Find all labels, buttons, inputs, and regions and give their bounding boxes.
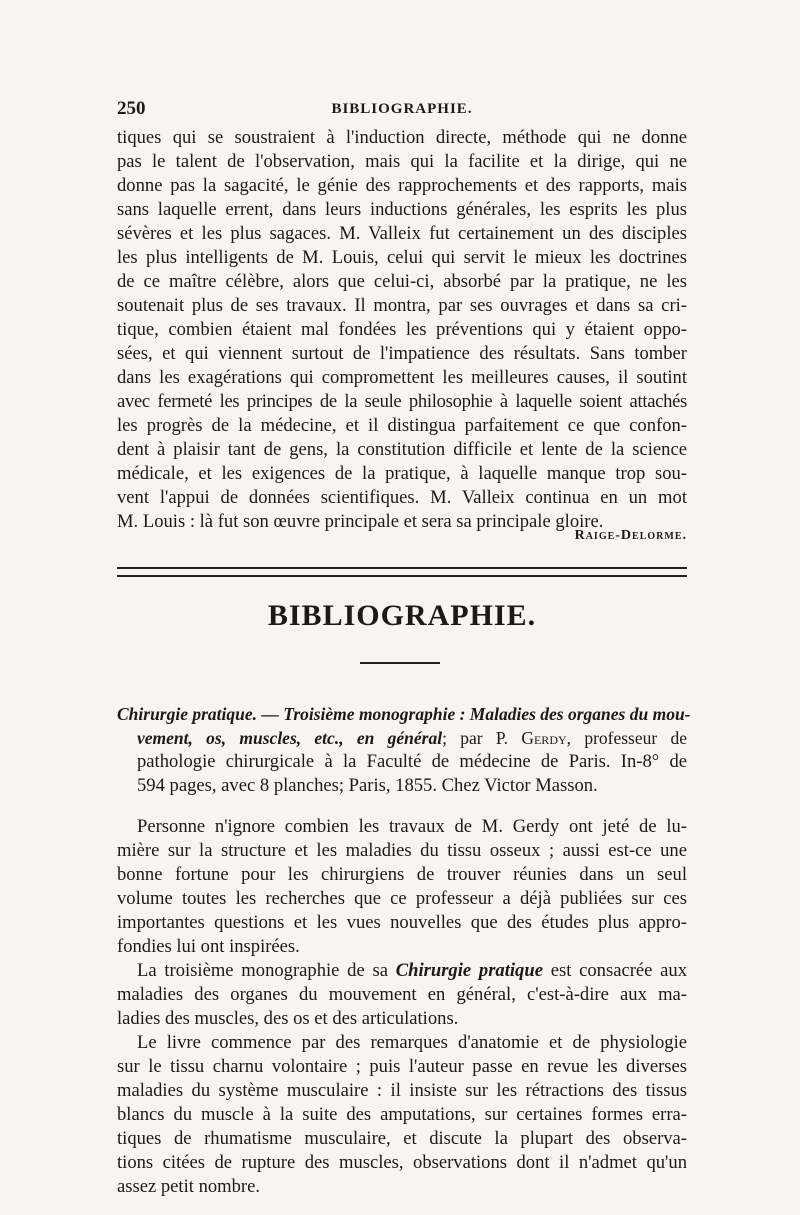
body-line: de ce maître célèbre, alors que celui-ci, absorbé par la pratique, ne les [117, 271, 687, 292]
body-line: les plus intelligents de M. Louis, celui qui servit le mieux les doctrines [117, 247, 687, 268]
review-line: ladies des muscles, des os et des articulations. [117, 1008, 459, 1029]
body-line: sans laquelle errent, dans leurs inductions générales, les esprits les plus [117, 199, 687, 220]
reference-text: , professeur de [566, 728, 688, 748]
reference-author: Gerdy [521, 728, 567, 748]
reference-line: pathologie chirurgicale à la Faculté de médecine de Paris. In-8° de [137, 751, 687, 772]
author-signature: Raige-Delorme. [574, 528, 687, 543]
body-line: avec fermeté les principes de la seule philosophie à laquelle soient attachés [117, 391, 687, 412]
review-line: volume toutes les recherches que ce professeur a déjà publiées sur ces [117, 888, 687, 909]
running-title: BIBLIOGRAPHIE. [331, 101, 473, 117]
body-line: M. Louis : là fut son œuvre principale et sera sa principale gloire. [117, 511, 604, 532]
body-line: sées, et qui viennent surtout de l'impatience des résultats. Sans tomber [117, 343, 687, 364]
reference-subtitle: vement, os, muscles, etc., en général [137, 728, 443, 748]
review-line: Personne n'ignore combien les travaux de M. Gerdy ont jeté de lu- [137, 816, 687, 837]
body-line: pas le talent de l'observation, mais qui la facilite et la dirige, qui ne [117, 151, 687, 172]
review-text: La troisième monographie de sa [137, 960, 396, 981]
body-line: dent à plaisir tant de gens, la constitution difficile et lente de la science [117, 439, 687, 460]
reference-line [137, 726, 687, 750]
review-line: Le livre commence par des remarques d'anatomie et de physiologie [137, 1032, 687, 1053]
review-line: mière sur la structure et les maladies du tissu osseux ; aussi est-ce une [117, 840, 687, 861]
review-line: sur le tissu charnu volontaire ; puis l'auteur passe en revue les diverses [117, 1056, 687, 1077]
review-line [137, 959, 687, 983]
book-title: Chirurgie pratique [395, 960, 543, 981]
review-line: fondies lui ont inspirées. [117, 936, 300, 957]
page-number: 250 [117, 98, 146, 119]
review-text: est consacrée aux [542, 960, 687, 981]
short-rule-divider [360, 662, 440, 664]
body-line: soutenait plus de ses travaux. Il montra, par ses ouvrages et dans sa cri- [117, 295, 687, 316]
review-line: assez petit nombre. [117, 1176, 261, 1197]
review-line: maladies des organes du mouvement en général, c'est-à-dire aux ma- [117, 984, 687, 1005]
review-line: blancs du muscle à la suite des amputations, sur certaines formes erra- [117, 1104, 687, 1125]
review-line: tiques de rhumatisme musculaire, et discute la plupart des observa- [117, 1128, 687, 1149]
review-line: bonne fortune pour les chirurgiens de trouver réunies dans un seul [117, 864, 687, 885]
body-line: les progrès de la médecine, et il distingua parfaitement ce que confon- [117, 415, 687, 436]
page-header [117, 98, 687, 122]
double-rule-divider [117, 567, 687, 577]
body-line: tique, combien étaient mal fondées les préventions qui y étaient oppo- [117, 319, 687, 340]
reference-text: ; par P. [442, 728, 522, 748]
body-line: sévères et les plus sagaces. M. Valleix fut certainement un des disciples [117, 223, 687, 244]
section-title: BIBLIOGRAPHIE. [267, 599, 537, 632]
body-line: médicale, et les exigences de la pratique, à laquelle manque trop sou- [117, 463, 687, 484]
reference-line: Chirurgie pratique. — Troisième monographie : Maladies des organes du mou- [117, 704, 691, 724]
body-line: tiques qui se soustraient à l'induction directe, méthode qui ne donne [117, 127, 687, 148]
review-line: tions citées de rupture des muscles, observations dont il n'admet qu'un [117, 1152, 687, 1173]
body-line: donne pas la sagacité, le génie des rapprochements et des rapports, mais [117, 175, 687, 196]
body-line: vent l'appui de données scientifiques. M. Valleix continua en un mot [117, 487, 687, 508]
review-line: maladies du système musculaire : il insiste sur les rétractions des tissus [117, 1080, 687, 1101]
review-line: importantes questions et les vues nouvelles que des études plus appro- [117, 912, 687, 933]
body-line: dans les exagérations qui compromettent les meilleures causes, il soutint [117, 367, 687, 388]
reference-line: 594 pages, avec 8 planches; Paris, 1855. Chez Victor Masson. [137, 775, 598, 796]
